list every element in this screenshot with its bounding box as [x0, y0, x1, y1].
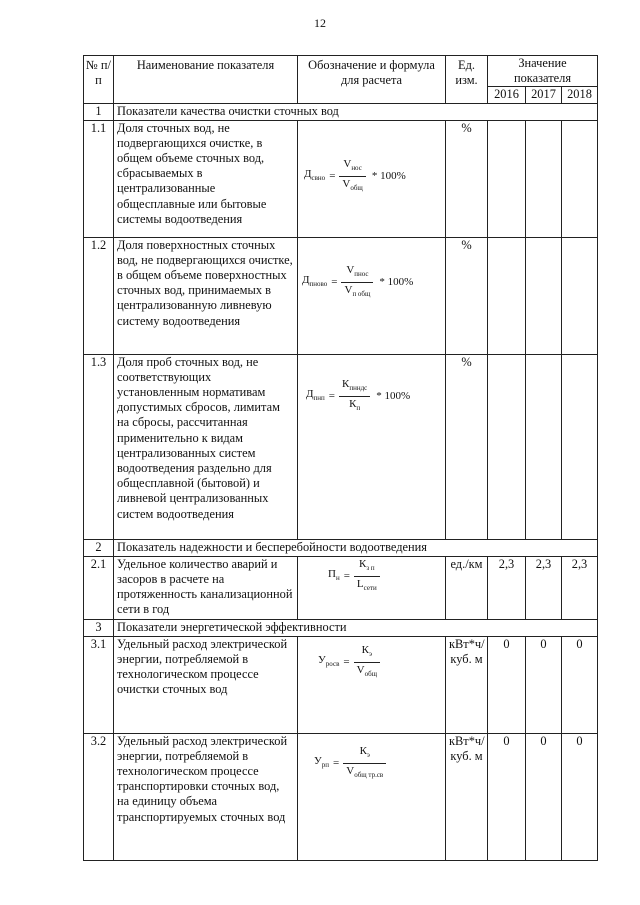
- indicator-name: Доля сточных вод, не подвергающихся очистке, в общем объеме сточных вод, сбрасываемых в централизованные общесплавные или бытовые системы водоотведения: [114, 120, 298, 237]
- formula-numerator-symbol: V: [346, 263, 355, 276]
- indicator-value: 0: [488, 636, 526, 733]
- header-year: 2016: [488, 87, 526, 103]
- indicator-value: 0: [562, 636, 598, 733]
- header-value: Значение показателя: [488, 56, 598, 87]
- formula-numerator: [354, 643, 380, 663]
- indicator-value: 0: [488, 733, 526, 860]
- indicator-value: 0: [526, 636, 562, 733]
- formula-lhs: [302, 273, 327, 292]
- formula-denominator-symbol: L: [356, 578, 364, 590]
- formula-numerator: [339, 157, 365, 177]
- indicator-formula: [298, 120, 446, 237]
- formula-lhs-subscript: рп: [321, 760, 330, 769]
- formula-fraction: [341, 263, 373, 303]
- formula-numerator-subscript: нос: [351, 163, 362, 172]
- header-year: 2018: [562, 87, 598, 103]
- indicator-value: [562, 354, 598, 539]
- formula-denominator-symbol: V: [344, 284, 353, 296]
- formula: [306, 377, 410, 417]
- formula-fraction: [354, 557, 380, 597]
- formula-numerator-symbol: V: [343, 157, 352, 170]
- formula-denominator-subscript: п: [356, 404, 361, 413]
- formula-lhs-subscript: пнп: [313, 393, 325, 402]
- indicator-value: [488, 354, 526, 539]
- section-title: Показатели энергетической эффективности: [114, 619, 598, 636]
- formula-denominator-symbol: V: [342, 178, 351, 190]
- indicator-value: [488, 120, 526, 237]
- formula-fraction: [339, 157, 365, 197]
- header-name: Наименование показателя: [114, 56, 298, 104]
- indicator-value: [562, 120, 598, 237]
- section-row: [84, 619, 598, 636]
- formula-equals: =: [331, 275, 338, 288]
- row-number: 3: [84, 619, 114, 636]
- header-num: № п/ п: [84, 56, 114, 104]
- formula-lhs: [318, 653, 339, 672]
- indicator-formula: [298, 354, 446, 539]
- formula-lhs-subscript: н: [335, 573, 340, 582]
- formula-numerator-symbol: К: [359, 557, 367, 570]
- indicator-formula: [298, 733, 446, 860]
- header-unit: Ед. изм.: [446, 56, 488, 104]
- indicator-value: [488, 237, 526, 354]
- indicator-value: [526, 237, 562, 354]
- formula-lhs-subscript: пново: [309, 279, 328, 288]
- indicator-value: 0: [562, 733, 598, 860]
- indicator-row: [84, 120, 598, 237]
- formula-denominator-subscript: п общ: [352, 290, 371, 299]
- indicator-unit: ед./км: [446, 556, 488, 619]
- indicator-unit: %: [446, 354, 488, 539]
- formula-numerator: [339, 377, 370, 397]
- indicator-row: [84, 556, 598, 619]
- formula-lhs-subscript: росв: [325, 659, 340, 668]
- indicator-unit: кВт*ч/куб. м: [446, 733, 488, 860]
- formula-numerator: [354, 557, 380, 577]
- row-number: 2: [84, 539, 114, 556]
- formula-fraction: [354, 643, 380, 683]
- indicator-row: [84, 733, 598, 860]
- indicators-table: [83, 55, 598, 861]
- formula-numerator-symbol: К: [359, 744, 367, 757]
- formula: [314, 744, 386, 784]
- formula-multiplier: * 100%: [379, 275, 414, 288]
- header-year: 2017: [526, 87, 562, 103]
- row-number: 3.2: [84, 733, 114, 860]
- indicator-value: 2,3: [488, 556, 526, 619]
- formula-denominator: [339, 177, 365, 196]
- formula-denominator-symbol: V: [356, 664, 365, 676]
- indicator-unit: %: [446, 237, 488, 354]
- indicator-formula: [298, 556, 446, 619]
- row-number: 1.3: [84, 354, 114, 539]
- indicator-formula: [298, 237, 446, 354]
- formula-lhs-symbol: У: [314, 754, 322, 767]
- formula-equals: =: [328, 389, 335, 402]
- formula-lhs-symbol: Д: [304, 167, 312, 180]
- formula: [302, 263, 413, 303]
- formula-denominator: [354, 577, 380, 596]
- indicator-row: [84, 354, 598, 539]
- formula-lhs-symbol: У: [318, 653, 326, 666]
- formula-lhs-subscript: свно: [311, 173, 326, 182]
- indicator-value: 0: [526, 733, 562, 860]
- indicator-name: Удельное количество аварий и засоров в расчете на протяженность канализационной сети в год: [114, 556, 298, 619]
- indicator-value: [526, 120, 562, 237]
- formula: [304, 157, 406, 197]
- formula-denominator: [341, 283, 373, 302]
- formula-fraction: [343, 744, 386, 784]
- formula-denominator-subscript: общ тр.св: [354, 771, 384, 780]
- formula-numerator-subscript: пнндс: [349, 383, 368, 392]
- formula-equals: =: [333, 756, 340, 769]
- indicator-name: Удельный расход электрической энергии, потребляемой в технологическом процессе очистки сточных вод: [114, 636, 298, 733]
- indicator-value: 2,3: [526, 556, 562, 619]
- formula-numerator-subscript: э: [368, 649, 372, 658]
- formula-numerator-symbol: К: [341, 377, 350, 390]
- formula-numerator-subscript: пнос: [354, 269, 369, 278]
- row-number: 1.1: [84, 120, 114, 237]
- formula-multiplier: * 100%: [376, 389, 411, 402]
- formula-denominator: [354, 663, 380, 682]
- indicator-value: 2,3: [562, 556, 598, 619]
- formula-lhs: [304, 167, 325, 186]
- section-title: Показатель надежности и бесперебойности водоотведения: [114, 539, 598, 556]
- indicator-unit: кВт*ч/куб. м: [446, 636, 488, 733]
- formula-denominator: [343, 764, 386, 783]
- formula-numerator: [343, 744, 386, 764]
- indicator-value: [562, 237, 598, 354]
- indicator-unit: %: [446, 120, 488, 237]
- formula-equals: =: [329, 169, 336, 182]
- section-title: Показатели качества очистки сточных вод: [114, 103, 598, 120]
- formula-lhs-symbol: П: [328, 567, 336, 580]
- formula-numerator: [341, 263, 373, 283]
- formula-lhs-symbol: Д: [306, 387, 314, 400]
- formula-numerator-subscript: э: [366, 750, 370, 759]
- section-row: [84, 539, 598, 556]
- indicator-row: [84, 636, 598, 733]
- formula-denominator-symbol: К: [349, 398, 357, 410]
- formula-denominator-subscript: общ: [350, 184, 363, 193]
- row-number: 1: [84, 103, 114, 120]
- formula-equals: =: [343, 655, 350, 668]
- formula-multiplier: * 100%: [371, 169, 406, 182]
- formula-lhs: [306, 387, 325, 406]
- formula-numerator-symbol: К: [361, 643, 369, 656]
- indicator-name: Доля поверхностных сточных вод, не подвергающихся очистке, в общем объеме поверхностных сточных вод, принимаемых в централизованную ливневую систему водоотведения: [114, 237, 298, 354]
- indicator-name: Удельный расход электрической энергии, потребляемой в технологическом процессе транспортировки сточных вод, на единицу объема транспортируемых сточных вод: [114, 733, 298, 860]
- formula-lhs-symbol: Д: [302, 273, 310, 286]
- row-number: 1.2: [84, 237, 114, 354]
- row-number: 2.1: [84, 556, 114, 619]
- indicator-value: [526, 354, 562, 539]
- indicator-formula: [298, 636, 446, 733]
- formula-fraction: [339, 377, 370, 417]
- row-number: 3.1: [84, 636, 114, 733]
- indicator-name: Доля проб сточных вод, не соответствующих установленным нормативам допустимых сбросов, лимитам на сбросы, рассчитанная применительно к видам централизованных систем водоотведения раздельно для общесплавной (бытовой) и ливневой централизованных систем водоотведения: [114, 354, 298, 539]
- formula: [328, 557, 380, 597]
- formula: [318, 643, 380, 683]
- formula-denominator: [339, 397, 370, 416]
- formula-lhs: [314, 754, 329, 773]
- indicator-row: [84, 237, 598, 354]
- formula-numerator-subscript: з п: [366, 563, 375, 572]
- header-formula: Обозначение и формула для расчета: [298, 56, 446, 104]
- section-row: [84, 103, 598, 120]
- formula-denominator-subscript: общ: [364, 670, 378, 679]
- formula-lhs: [328, 567, 340, 586]
- page-number: 12: [314, 16, 326, 30]
- formula-denominator-symbol: V: [346, 765, 355, 777]
- formula-denominator-subscript: сети: [363, 584, 377, 593]
- formula-equals: =: [343, 569, 350, 582]
